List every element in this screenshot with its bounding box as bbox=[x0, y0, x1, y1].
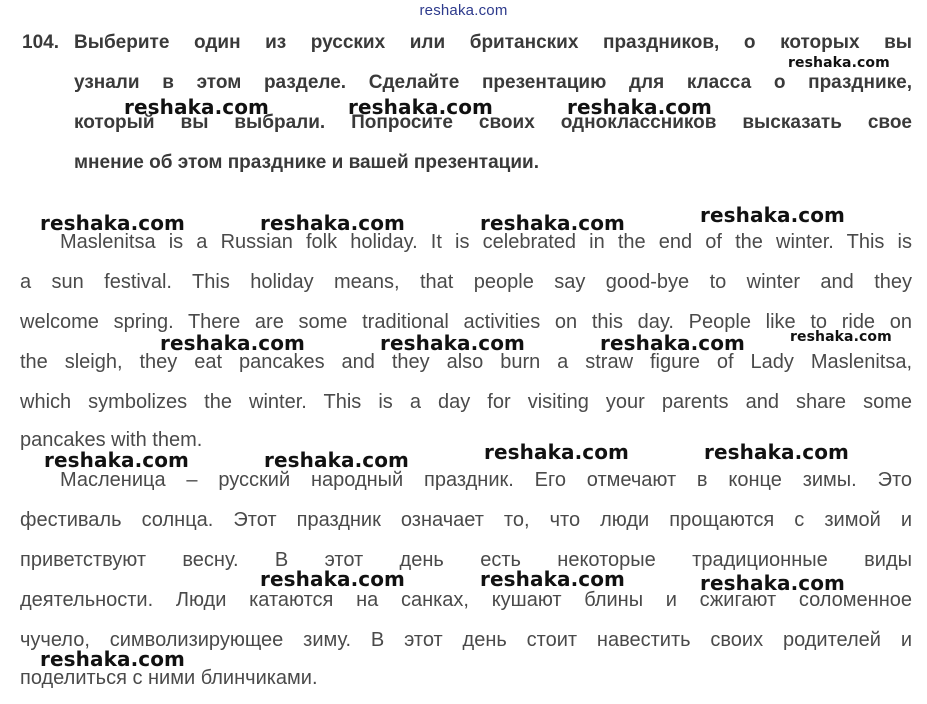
watermark: reshaka.com bbox=[700, 203, 845, 227]
watermark: reshaka.com bbox=[790, 329, 892, 345]
watermark: reshaka.com bbox=[480, 211, 625, 235]
watermark: reshaka.com bbox=[124, 95, 269, 119]
watermark: reshaka.com bbox=[380, 331, 525, 355]
paragraph-line: деятельности. Люди катаются на санках, кушают блины и сжигают соломенное bbox=[20, 589, 912, 611]
paragraph-line: фестиваль солнца. Этот праздник означает то, что люди прощаются с зимой и bbox=[20, 509, 912, 531]
task-line: который вы выбрали. Попросите своих одноклассников высказать свое bbox=[74, 112, 912, 133]
watermark: reshaka.com bbox=[264, 448, 409, 472]
paragraph-line: a sun festival. This holiday means, that people say good-bye to winter and they bbox=[20, 271, 912, 293]
watermark: reshaka.com bbox=[40, 647, 185, 671]
paragraph-line: приветствуют весну. В этот день есть некоторые традиционные виды bbox=[20, 549, 912, 571]
watermark: reshaka.com bbox=[44, 448, 189, 472]
watermark: reshaka.com bbox=[700, 571, 845, 595]
watermark: reshaka.com bbox=[348, 95, 493, 119]
paragraph-line: поделиться с ними блинчиками. bbox=[20, 667, 318, 689]
paragraph-line: Maslenitsa is a Russian folk holiday. It is celebrated in the end of the winter. This is bbox=[60, 231, 912, 253]
watermark: reshaka.com bbox=[788, 55, 890, 71]
watermark: reshaka.com bbox=[704, 440, 849, 464]
paragraph-line: the sleigh, they eat pancakes and they also burn a straw figure of Lady Maslenitsa, bbox=[20, 351, 912, 373]
site-header-watermark: reshaka.com bbox=[419, 2, 508, 19]
watermark: reshaka.com bbox=[160, 331, 305, 355]
task-line: узнали в этом разделе. Сделайте презентацию для класса о празднике, bbox=[74, 72, 912, 93]
watermark: reshaka.com bbox=[600, 331, 745, 355]
paragraph-line: welcome spring. There are some traditional activities on this day. People like to ride on bbox=[20, 311, 912, 333]
task-line: Выберите один из русских или британских праздников, о которых вы bbox=[74, 32, 912, 53]
watermark: reshaka.com bbox=[40, 211, 185, 235]
task-line: мнение об этом празднике и вашей презентации. bbox=[74, 152, 539, 173]
watermark: reshaka.com bbox=[260, 567, 405, 591]
task-number: 104. bbox=[22, 32, 59, 53]
watermark: reshaka.com bbox=[484, 440, 629, 464]
paragraph-line: which symbolizes the winter. This is a day for visiting your parents and share some bbox=[20, 391, 912, 413]
paragraph-line: чучело, символизирующее зиму. В этот день стоит навестить своих родителей и bbox=[20, 629, 912, 651]
paragraph-line: Масленица – русский народный праздник. Его отмечают в конце зимы. Это bbox=[60, 469, 912, 491]
watermark: reshaka.com bbox=[480, 567, 625, 591]
watermark: reshaka.com bbox=[260, 211, 405, 235]
watermark: reshaka.com bbox=[567, 95, 712, 119]
paragraph-line: pancakes with them. bbox=[20, 429, 203, 451]
